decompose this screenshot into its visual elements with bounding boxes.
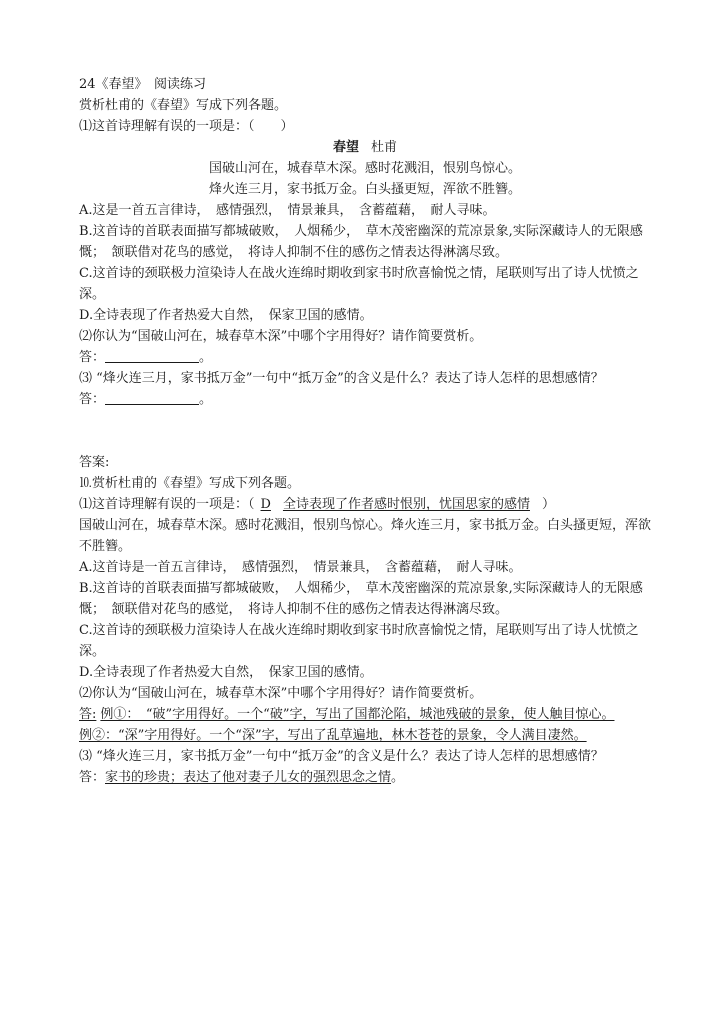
answer-1-reason: 全诗表现了作者感时恨别，忧国思家的感情 bbox=[282, 497, 530, 512]
answers-option-a: A.这首诗是一首五言律诗， 感情强烈， 情景兼具， 含蓄蕴藉， 耐人寻味。 bbox=[79, 560, 522, 575]
answers-question-3: ⑶ “烽火连三月，家书抵万金”一句中“抵万金”的含义是什么？表达了诗人怎样的思想感情？ bbox=[79, 749, 604, 764]
answer-1-choice: D bbox=[260, 497, 271, 512]
answer-blank-line bbox=[105, 390, 199, 405]
answer-label: 答： bbox=[79, 392, 106, 407]
section-gap bbox=[79, 410, 651, 452]
option-a: A.这是一首五言律诗， 感情强烈， 情景兼具， 含蓄蕴藉， 耐人寻味。 bbox=[79, 203, 496, 218]
answer-1 bbox=[79, 494, 651, 515]
answers-option-d: D.全诗表现了作者热爱大自然， 保家卫国的感情。 bbox=[79, 665, 373, 680]
question-3: ⑶ “烽火连三月，家书抵万金”一句中“抵万金”的含义是什么？表达了诗人怎样的思想感情？ bbox=[79, 371, 604, 386]
poem-author: 杜甫 bbox=[371, 140, 398, 155]
answer-3-label: 答： bbox=[79, 770, 106, 785]
answers-option-c: C.这首诗的颈联极力渲染诗人在战火连绵时期收到家书时欣喜愉悦之情，尾联则写出了诗人忧愤之深。 bbox=[79, 623, 639, 659]
option-b: B.这首诗的首联表面描写都城破败， 人烟稀少， 草木茂密幽深的荒凉景象,实际深藏诗人的无限感慨； 颔联借对花鸟的感觉， 将诗人抑制不住的感伤之情表达得淋漓尽致。 bbox=[79, 224, 643, 260]
answer-3 bbox=[79, 767, 651, 788]
poem-line-1: 国破山河在，城春草木深。感时花溅泪，恨别鸟惊心。 bbox=[208, 161, 521, 176]
answer-1-prefix: ⑴这首诗理解有误的一项是：（ bbox=[79, 497, 255, 512]
answers-heading: 答案: bbox=[79, 455, 110, 470]
answer-2-example-2 bbox=[79, 725, 651, 746]
answer-end: 。 bbox=[199, 392, 213, 407]
exercise-instruction: 赏析杜甫的《春望》写成下列各题。 bbox=[79, 98, 288, 113]
answers-instruction: ⒑赏析杜甫的《春望》写成下列各题。 bbox=[79, 476, 301, 491]
answer-1-suffix: ） bbox=[541, 497, 555, 512]
option-d: D.全诗表现了作者热爱大自然， 保家卫国的感情。 bbox=[79, 308, 373, 323]
answer-2-example-1 bbox=[79, 704, 651, 725]
answer-end: 。 bbox=[199, 350, 213, 365]
answer-blank-3 bbox=[79, 389, 651, 410]
answer-blank-line bbox=[105, 348, 199, 363]
answer-2-example-2-text: 例②：“深”字用得好。一个“深”字，写出了乱草遍地，林木苍苍的景象，令人满目凄然。 bbox=[79, 728, 587, 743]
document-page bbox=[79, 74, 651, 788]
poem-heading bbox=[79, 137, 651, 158]
option-c: C.这首诗的颈联极力渲染诗人在战火连绵时期收到家书时欣喜愉悦之情，尾联则写出了诗人忧愤之深。 bbox=[79, 266, 639, 302]
answer-2-example-1-text: 例①： “破”字用得好。一个“破”字，写出了国都沦陷，城池残破的景象，使人触目惊心。 bbox=[100, 707, 615, 722]
poem-title: 春望 bbox=[332, 140, 359, 155]
answer-blank-2 bbox=[79, 347, 651, 368]
answer-3-end: 。 bbox=[391, 770, 405, 785]
answers-option-b: B.这首诗的首联表面描写都城破败， 人烟稀少， 草木茂密幽深的荒凉景象,实际深藏诗人的无限感慨； 颔联借对花鸟的感觉， 将诗人抑制不住的感伤之情表达得淋漓尽致。 bbox=[79, 581, 643, 617]
question-2: ⑵你认为“国破山河在，城春草木深”中哪个字用得好？请作简要赏析。 bbox=[79, 329, 483, 344]
answers-question-2: ⑵你认为“国破山河在，城春草木深”中哪个字用得好？请作简要赏析。 bbox=[79, 686, 483, 701]
exercise-title: 24《春望》 阅读练习 bbox=[79, 77, 207, 92]
answer-3-text: 家书的珍贵；表达了他对妻子儿女的强烈思念之情 bbox=[105, 770, 392, 785]
answers-poem-text: 国破山河在，城春草木深。感时花溅泪，恨别鸟惊心。烽火连三月，家书抵万金。白头搔更短，浑欲不胜簪。 bbox=[79, 518, 652, 554]
answer-label: 答： bbox=[79, 350, 106, 365]
answer-2-label: 答: bbox=[79, 707, 97, 722]
poem-line-2: 烽火连三月，家书抵万金。白头搔更短，浑欲不胜簪。 bbox=[208, 182, 521, 197]
question-1: ⑴这首诗理解有误的一项是：（ ） bbox=[79, 119, 294, 134]
